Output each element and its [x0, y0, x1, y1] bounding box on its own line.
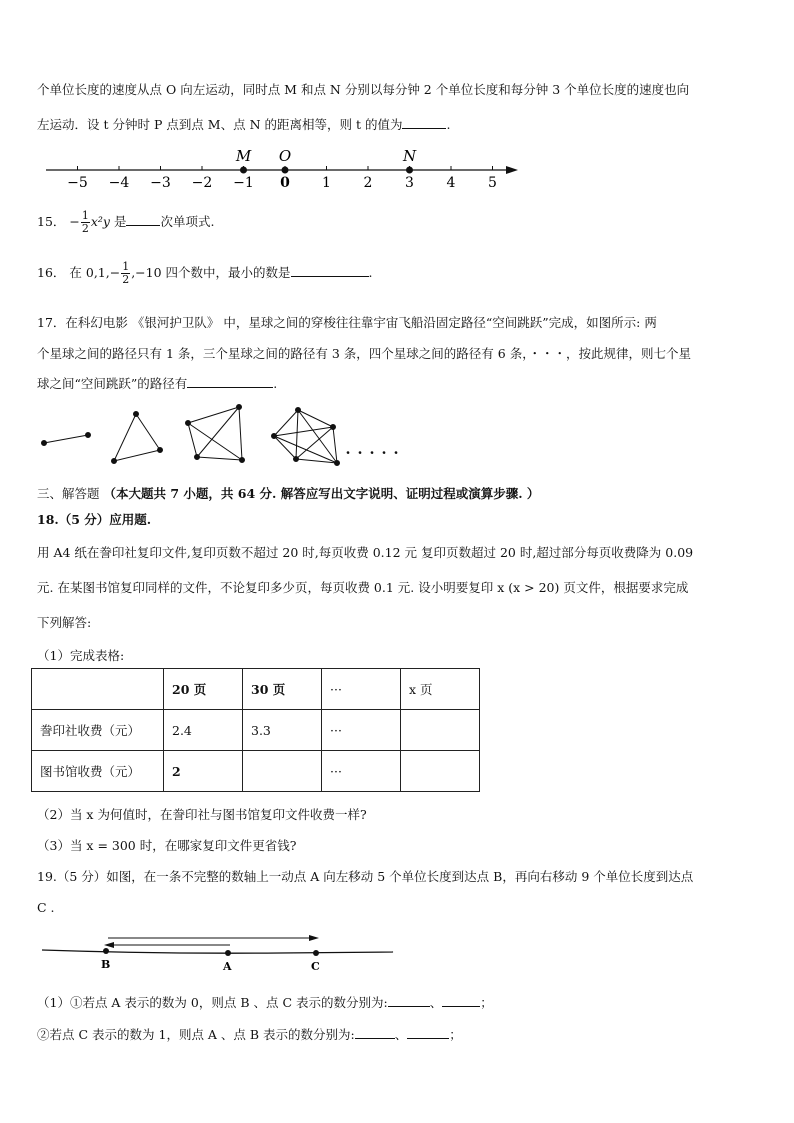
p19-label-b: B — [101, 958, 111, 971]
table-cell: 图书馆收费（元） — [32, 751, 164, 792]
p18-head: 18.（5 分）应用题. — [37, 512, 152, 527]
p19-label-c: C — [311, 960, 320, 973]
numberline-point-m — [240, 167, 247, 174]
p14-line2 — [37, 115, 450, 133]
table-cell: 2 — [164, 751, 243, 792]
p17-planet-graphs — [36, 400, 403, 470]
p15-minus: − — [69, 214, 80, 229]
numberline-point-label: O — [278, 147, 292, 165]
p18-line1: 用 A4 纸在誊印社复印文件,复印页数不超过 20 时,每页收费 0.12 元 复印页数超过 20 时,超过部分每页收费降为 0.09 — [37, 545, 694, 560]
numberline-tick-label: 5 — [488, 175, 497, 191]
table-cell: 誊印社收费（元） — [32, 710, 164, 751]
p19-q1a-blank-1 — [388, 993, 430, 1007]
p17-ellipsis: ・・・・・ — [342, 446, 403, 460]
p15-fraction — [81, 210, 90, 235]
p15 — [37, 210, 214, 235]
p19-q1b — [37, 1025, 462, 1043]
table-cell — [401, 751, 480, 792]
p15-frac-den: 2 — [81, 222, 89, 235]
numberline-point-o — [282, 167, 289, 174]
numberline-tick-label: 2 — [363, 175, 373, 191]
p18-line3: 下列解答: — [37, 615, 92, 630]
section3-desc: （本大题共 7 小题，共 64 分. 解答应写出文字说明、证明过程或演算步骤. ） — [103, 486, 540, 501]
p19-q1a-blank-2 — [442, 993, 480, 1007]
p18-q2: （2）当 x 为何值时，在誊印社与图书馆复印文件收费一样? — [37, 807, 367, 822]
p19-q1a-sep: 、 — [429, 995, 443, 1010]
table-row — [32, 669, 480, 710]
numberline-tick-label: 1 — [322, 175, 331, 191]
table-row — [32, 710, 480, 751]
table-cell: 20 页 — [164, 669, 243, 710]
numberline-point-label: N — [402, 147, 417, 165]
numberline-tick-label: 4 — [446, 175, 456, 191]
table-row — [32, 751, 480, 792]
p19-q1b-end: ； — [449, 1027, 462, 1042]
p16-frac-den: 2 — [122, 273, 130, 286]
table-cell: ··· — [322, 751, 401, 792]
section3-title: 三、解答题 — [37, 486, 100, 501]
p16-number: 16． — [37, 265, 66, 280]
p19-line2: C . — [37, 900, 55, 915]
p19-q1b-sep: 、 — [394, 1027, 408, 1042]
p18-q3: （3）当 x = 300 时，在哪家复印文件更省钱? — [37, 838, 297, 853]
p19-number-line — [40, 930, 400, 978]
p16-post: ,−10 四个数中，最小的数是 — [131, 265, 291, 280]
numberline-tick-label: 3 — [405, 175, 414, 191]
table-cell: ··· — [322, 669, 401, 710]
numberline-point-n — [406, 167, 413, 174]
table-cell — [401, 710, 480, 751]
p19-line1: 19.（5 分）如图，在一条不完整的数轴上一动点 A 向左移动 5 个单位长度到达点 B，再向右移动 9 个单位长度到达点 — [37, 869, 694, 884]
p15-text: 是 — [110, 214, 127, 229]
p18-q1: （1）完成表格: — [37, 648, 125, 663]
p17-line3-text: 球之间“空间跳跃”的路径有 — [37, 376, 188, 391]
p18-fee-table — [31, 668, 480, 792]
p16-end: . — [368, 265, 373, 280]
p16-answer-blank — [291, 263, 369, 277]
table-cell: x 页 — [401, 669, 480, 710]
p15-end: 次单项式. — [160, 214, 215, 229]
p17-line3-end: . — [273, 376, 278, 391]
p19-q1b-text: ②若点 C 表示的数为 1，则点 A 、点 B 表示的数分别为: — [37, 1027, 355, 1042]
p16-pre: 在 0,1,− — [69, 265, 121, 280]
numberline-tick-label: 0 — [280, 175, 290, 191]
p19-q1a-end: ； — [480, 995, 493, 1010]
p14-line1: 个单位长度的速度从点 O 向左运动，同时点 M 和点 N 分别以每分钟 2 个单位长度和每分钟 3 个单位长度的速度也向 — [37, 82, 690, 97]
p17-line1: 17．在科幻电影 《银河护卫队》 中，星球之间的穿梭往往靠宇宙飞船沿固定路径“空间跳跃”完成，如图所示: 两 — [37, 315, 657, 330]
p14-line2-end: . — [446, 117, 451, 132]
section3-header — [37, 484, 539, 502]
p19-q1b-blank-2 — [407, 1025, 449, 1039]
table-cell — [243, 751, 322, 792]
p16 — [37, 261, 373, 286]
p15-answer-blank — [126, 212, 160, 226]
numberline-tick-label: −3 — [150, 175, 171, 191]
table-cell: 3.3 — [243, 710, 322, 751]
numberline-tick-label: −2 — [191, 175, 213, 191]
p19-q1a — [37, 993, 493, 1011]
p16-frac-num: 1 — [122, 260, 130, 273]
numberline-tick-label: −5 — [67, 175, 88, 191]
p15-number: 15． — [37, 214, 66, 229]
table-cell — [32, 669, 164, 710]
p17-answer-blank — [187, 374, 273, 388]
p16-fraction — [121, 261, 130, 286]
p15-expression: x²y — [90, 214, 110, 229]
p17-line2: 个星球之间的路径只有 1 条，三个星球之间的路径有 3 条，四个星球之间的路径有 6 条，・・・，按此规律，则七个星 — [37, 346, 691, 361]
p14-line2-text: 左运动．设 t 分钟时 P 点到点 M、点 N 的距离相等，则 t 的值为 — [37, 117, 403, 132]
table-cell: 30 页 — [243, 669, 322, 710]
p14-number-line — [40, 140, 530, 196]
p19-q1b-blank-1 — [355, 1025, 395, 1039]
table-cell: ··· — [322, 710, 401, 751]
numberline-tick-label: −1 — [233, 175, 254, 191]
p19-q1a-text: （1）①若点 A 表示的数为 0，则点 B 、点 C 表示的数分别为: — [37, 995, 388, 1010]
numberline-tick-label: −4 — [108, 175, 130, 191]
p15-frac-num: 1 — [81, 209, 89, 222]
p19-label-a: A — [223, 960, 232, 973]
p18-line2: 元. 在某图书馆复印同样的文件，不论复印多少页，每页收费 0.1 元. 设小明要复印 x (x > 20) 页文件，根据要求完成 — [37, 580, 689, 595]
table-cell: 2.4 — [164, 710, 243, 751]
p17-line3 — [37, 374, 277, 392]
p14-answer-blank — [402, 115, 446, 129]
numberline-point-label: M — [235, 147, 252, 165]
